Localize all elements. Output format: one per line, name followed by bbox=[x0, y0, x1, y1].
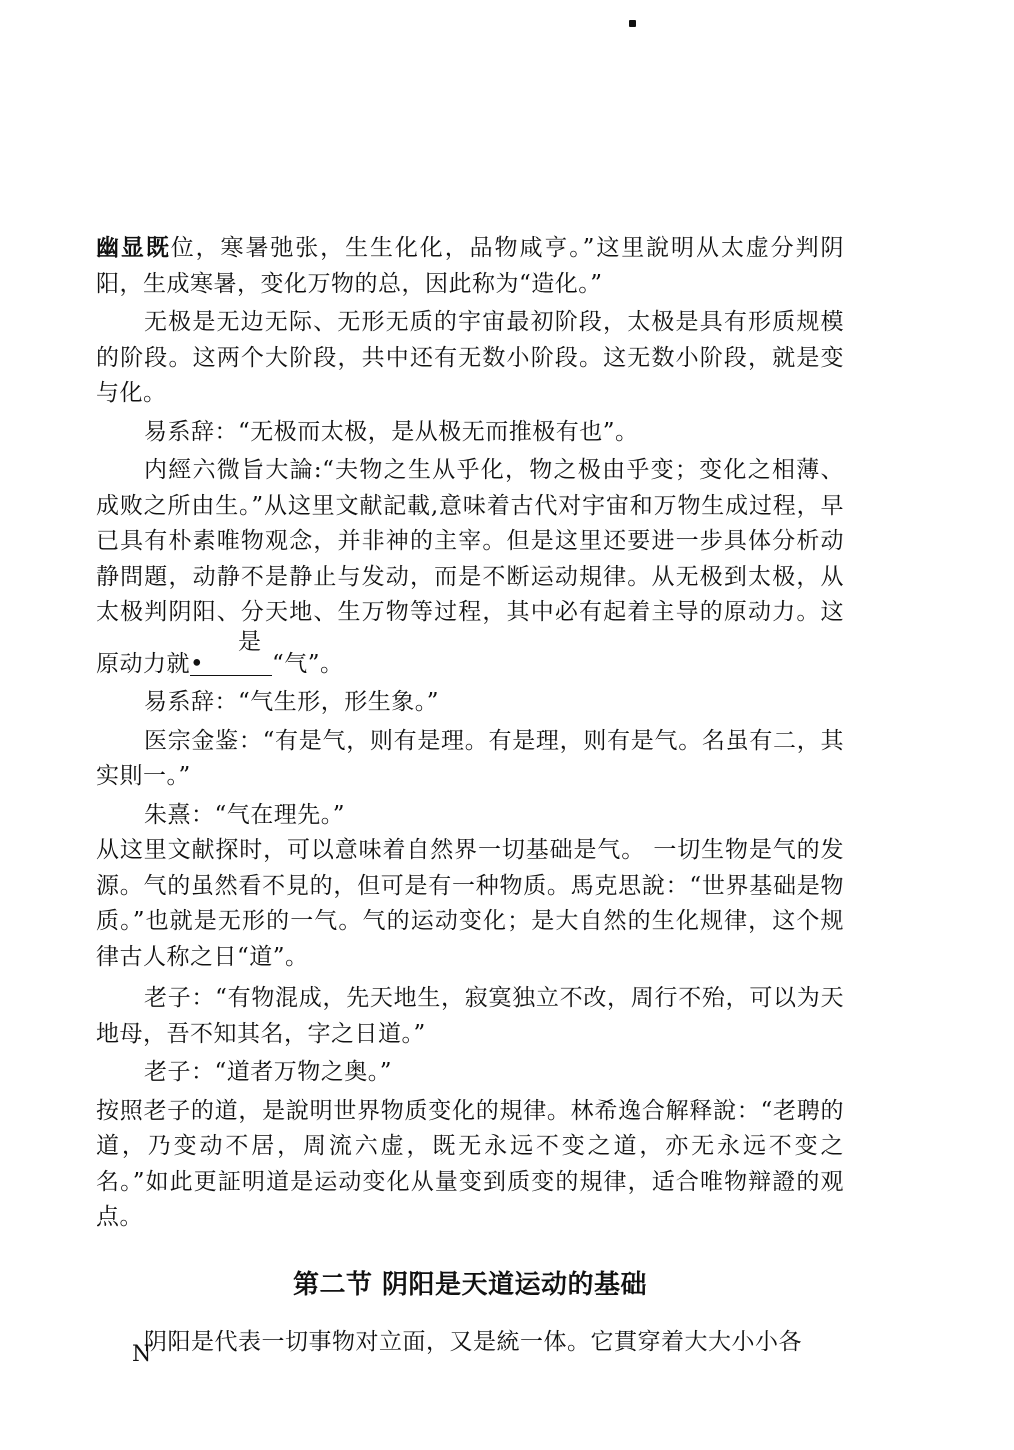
paragraph-1-text: 位，寒暑弛张，生生化化，品物咸亨。”这里說明从太虚分判阴阳，生成寒暑，变化万物的总，因此称为“造化。” bbox=[96, 235, 845, 297]
paragraph-5: 易系辞：“气生形，形生象。” bbox=[144, 689, 440, 715]
scan-mark bbox=[629, 20, 636, 27]
paragraph-8: 从这里文献探时，可以意味着自然界一切基础是气。 一切生物是气的发源。气的虽然看不見的，但可是有一种物质。馬克思說：“世界基础是物质。”也就是无形的一气。气的运动变化；是大自然的生化规律，这个规律古人称之日“道”。 bbox=[96, 837, 844, 970]
underlined-blank: 是 • bbox=[190, 631, 272, 676]
paragraph-7: 朱熹：“气在理先。” bbox=[144, 801, 346, 828]
paragraph-11: 按照老子的道，是說明世界物质变化的規律。林希逸合解释說：“老聘的道，乃变动不居，周流六虚，既无永远不变之道，亦无永远不变之名。”如此更証明道是运动变化从量变到质变的規律，适合唯物辩證的观点。 bbox=[96, 1097, 844, 1230]
paragraph-4-tail: “气”。 bbox=[272, 650, 344, 677]
paragraph-1 bbox=[96, 230, 844, 302]
paragraph-4-text: 内經六微旨大論:“夫物之生从乎化，物之极由乎变；变化之相薄、成败之所由生。”从这里文献記載,意味着古代对宇宙和万物生成过程，早已具有朴素唯物观念，并非神的主宰。但是这里还要进一步具体分析动静問題，动静不是静止与发动，而是不断运动規律。从无极到太极，从太极判阴阳、分天地、生万物等过程，其中必有起着主导的原动力。这原动力就 bbox=[96, 457, 844, 677]
document-body bbox=[96, 230, 844, 1360]
section-heading: 第二节 阴阳是天道运动的基础 bbox=[292, 1269, 648, 1300]
paragraph-9: 老子：“有物混成，先天地生，寂寞独立不改，周行不殆，可以为天地母，吾不知其名，字之日道。” bbox=[96, 985, 844, 1047]
paragraph-2: 无极是无边无际、无形无质的宇宙最初阶段，太极是具有形质规模的阶段。这两个大阶段，共中还有无数小阶段。这无数小阶段，就是变与化。 bbox=[96, 309, 844, 406]
paragraph-3: 易系辞：“无极而太极，是从极无而推极有也”。 bbox=[144, 418, 639, 445]
page-footer-mark: N bbox=[132, 1342, 152, 1367]
paragraph-1-lead: 幽显既 bbox=[96, 234, 171, 261]
paragraph-10: 老子：“道者万物之奥。” bbox=[144, 1059, 393, 1085]
paragraph-6: 医宗金鉴：“有是气，则有是理。有是理，则有是气。名虽有二，其实則一。” bbox=[96, 727, 844, 789]
paragraph-4 bbox=[96, 453, 844, 682]
paragraph-12: 阴阳是代表一切事物对立面，又是統一体。它貫穿着大大小小各 bbox=[144, 1328, 802, 1355]
